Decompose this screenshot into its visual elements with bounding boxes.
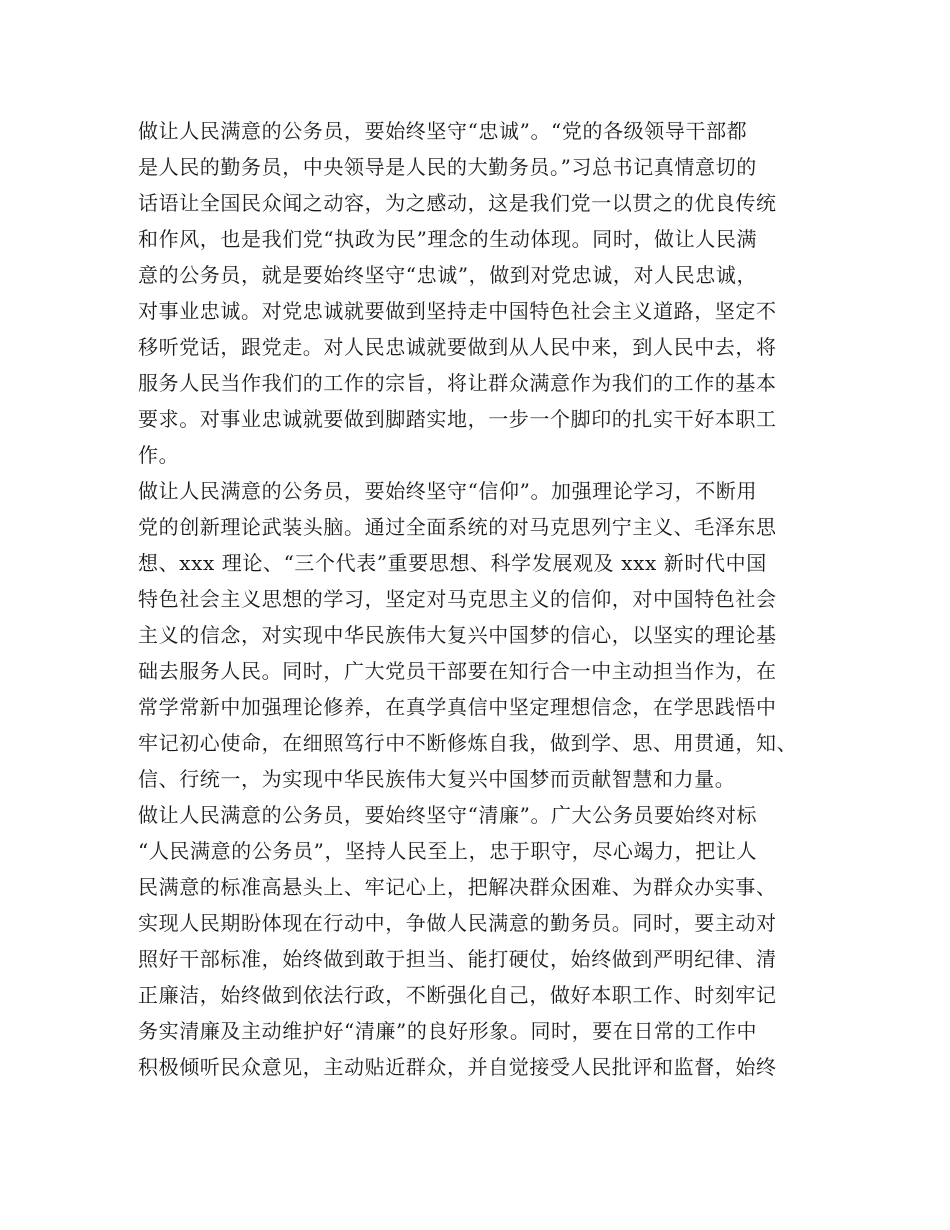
text-line: 牢记初心使命，在细照笃行中不断修炼自我，做到学、思、用贯通，知、 <box>138 731 798 755</box>
text-line: 作。 <box>138 443 180 467</box>
document-body <box>138 113 828 1085</box>
text-line: 话语让全国民众闻之动容，为之感动，这是我们党一以贯之的优良传统 <box>138 191 777 215</box>
text-line: 信、行统一，为实现中华民族伟大复兴中国梦而贡献智慧和力量。 <box>138 767 736 791</box>
paragraph-integrity <box>138 797 828 1085</box>
text-line: 积极倾听民众意见，主动贴近群众，并自觉接受人民批评和监督，始终 <box>138 1055 777 1079</box>
text-line: 服务人民当作我们的工作的宗旨，将让群众满意作为我们的工作的基本 <box>138 371 777 395</box>
paragraph-faith <box>138 473 828 797</box>
text-line: 照好干部标准，始终做到敢于担当、能打硬仗，始终做到严明纪律、清 <box>138 947 777 971</box>
text-line: 做让人民满意的公务员，要始终坚守“信仰”。加强理论学习，不断用 <box>138 479 758 503</box>
text-line: 意的公务员，就是要始终坚守“忠诚”，做到对党忠诚，对人民忠诚， <box>138 263 758 287</box>
text-line: 是人民的勤务员，中央领导是人民的大勤务员。”习总书记真情意切的 <box>138 155 757 179</box>
text-line: 做让人民满意的公务员，要始终坚守“忠诚”。“党的各级领导干部都 <box>138 119 748 143</box>
text-line: 主义的信念，对实现中华民族伟大复兴中国梦的信心，以坚实的理论基 <box>138 623 777 647</box>
text-line: 想、xxx 理论、“三个代表”重要思想、科学发展观及 xxx 新时代中国 <box>138 551 767 575</box>
text-line: 正廉洁，始终做到依法行政，不断强化自己，做好本职工作、时刻牢记 <box>138 983 777 1007</box>
text-line: 做让人民满意的公务员，要始终坚守“清廉”。广大公务员要始终对标 <box>138 803 758 827</box>
text-line: 党的创新理论武装头脑。通过全面系统的对马克思列宁主义、毛泽东思 <box>138 515 777 539</box>
text-line: “人民满意的公务员”，坚持人民至上，忠于职守，尽心竭力，把让人 <box>138 839 758 863</box>
text-line: 实现人民期盼体现在行动中，争做人民满意的勤务员。同时，要主动对 <box>138 911 777 935</box>
text-line: 务实清廉及主动维护好“清廉”的良好形象。同时，要在日常的工作中 <box>138 1019 758 1043</box>
text-line: 和作风，也是我们党“执政为民”理念的生动体现。同时，做让人民满 <box>138 227 758 251</box>
text-line: 要求。对事业忠诚就要做到脚踏实地，一步一个脚印的扎实干好本职工 <box>138 407 777 431</box>
text-line: 对事业忠诚。对党忠诚就要做到坚持走中国特色社会主义道路，坚定不 <box>138 299 777 323</box>
text-line: 移听党话，跟党走。对人民忠诚就要做到从人民中来，到人民中去，将 <box>138 335 777 359</box>
paragraph-loyalty <box>138 113 828 473</box>
text-line: 常学常新中加强理论修养，在真学真信中坚定理想信念，在学思践悟中 <box>138 695 777 719</box>
text-line: 础去服务人民。同时，广大党员干部要在知行合一中主动担当作为，在 <box>138 659 777 683</box>
text-line: 特色社会主义思想的学习，坚定对马克思主义的信仰，对中国特色社会 <box>138 587 777 611</box>
text-line: 民满意的标准高悬头上、牢记心上，把解决群众困难、为群众办实事、 <box>138 875 777 899</box>
